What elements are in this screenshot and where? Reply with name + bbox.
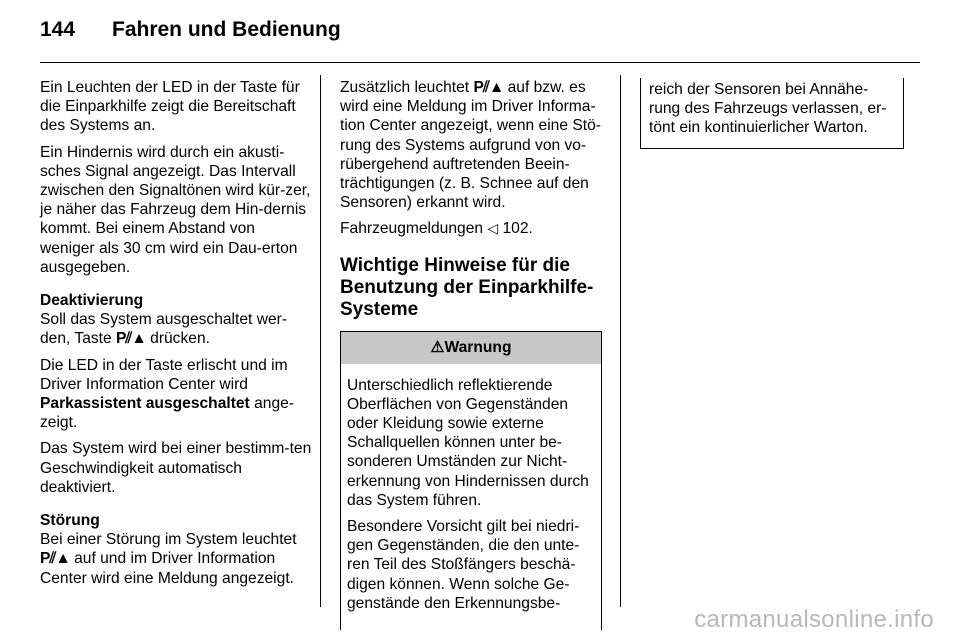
warning-box-continued <box>640 78 904 149</box>
reference-arrow-icon: ◁ <box>487 220 499 237</box>
warning-text: reich der Sensoren bei Annähe-rung des Fahrzeugs verlassen, er-tönt ein kontinuierlicher Warton. <box>649 81 887 137</box>
paragraph: Die LED in der Taste erlischt und im Driver Information Center wird Parkassistent ausgeschaltet ange-zeigt. <box>40 356 294 432</box>
display-message: Parkassistent ausgeschaltet <box>40 395 250 413</box>
column-divider <box>620 75 621 607</box>
column-1 <box>40 78 312 595</box>
warning-header <box>341 332 601 364</box>
section-heading: Wichtige Hinweise für die Benutzung der Einparkhilfe-Systeme <box>340 254 594 320</box>
watermark: carmanualsonline.info <box>694 606 934 633</box>
warning-text: Besondere Vorsicht gilt bei niedri-gen Gegenständen, die den unte-ren Teil des Stoßfängers beschä-digen können. Wenn solche Ge-genstände den Erkennungsbe- <box>347 518 580 612</box>
column-divider <box>320 75 321 607</box>
warning-box <box>340 331 602 630</box>
subheading-deaktivierung: Deaktivierung <box>40 292 144 310</box>
paragraph: Das System wird bei einer bestimm-ten Geschwindigkeit automatisch deaktiviert. <box>40 440 312 496</box>
warning-icon: ⚠ <box>430 338 445 356</box>
park-assist-icon: P⫽▲ <box>116 330 146 348</box>
park-assist-icon: P⫽▲ <box>473 79 504 96</box>
park-assist-icon: P⫽▲ <box>40 550 70 568</box>
paragraph: Zusätzlich leuchtet P⫽▲ auf bzw. es wird eine Meldung im Driver Informa-tion Center angezeigt, wenn eine Stö-rung des Systems aufgrund von vo-rübergehend auftretenden Beein-trächtigungen (z. B. Schnee auf den Sensoren) erkannt wird. <box>340 79 601 212</box>
subheading-stoerung: Störung <box>40 512 100 530</box>
page-number: 144 <box>40 18 76 41</box>
warning-text: Unterschiedlich reflektierende Oberflächen von Gegenständen oder Kleidung sowie externe Schallquellen können unter be-sonderen Umständen zur Nicht-erkennung von Hindernissen durch das System führen. <box>347 376 589 509</box>
column-2 <box>340 78 602 630</box>
page-header <box>40 18 920 58</box>
paragraph: Bei einer Störung im System leuchtet P⫽▲ auf und im Driver Information Center wird eine Meldung angezeigt. <box>40 531 297 587</box>
warning-title: Warnung <box>444 338 512 356</box>
paragraph: Ein Hindernis wird durch ein akusti-sches Signal angezeigt. Das Intervall zwischen den Signaltönen wird kür-zer, je näher das Fahrzeug dem Hin-dernis kommt. Bei einem Abstand von weniger als 30 cm wird ein Dau-erton ausgegeben. <box>40 143 311 276</box>
page-title: Fahren und Bedienung <box>112 18 341 41</box>
paragraph: Ein Leuchten der LED in der Taste für die Einparkhilfe zeigt die Bereitschaft des Systems an. <box>40 79 300 135</box>
paragraph: Soll das System ausgeschaltet wer-den, Taste P⫽▲ drücken. <box>40 311 288 348</box>
header-rule <box>40 62 920 63</box>
cross-reference[interactable]: Fahrzeugmeldungen ◁ 102. <box>340 220 533 238</box>
